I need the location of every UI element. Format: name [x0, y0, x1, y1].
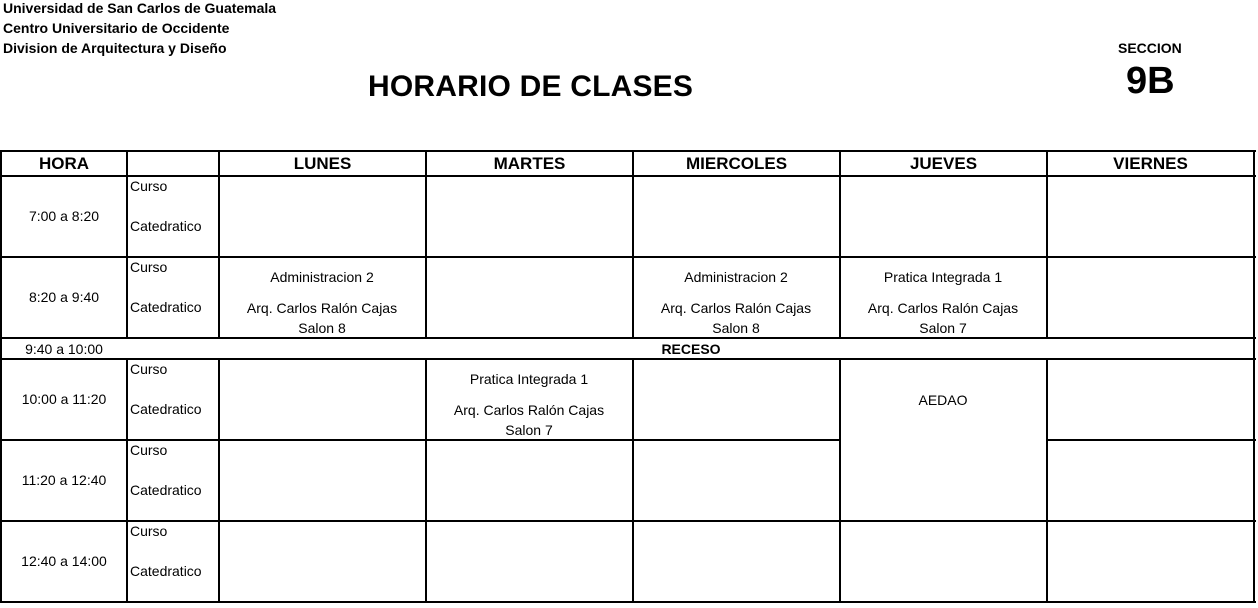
grid-line: [0, 520, 1256, 522]
room-name: Salon 7: [505, 422, 553, 438]
row-label-professor: Catedratico: [130, 401, 202, 417]
professor-name: Arq. Carlos Ralón Cajas: [660, 300, 812, 316]
time-slot: 8:20 a 9:40: [28, 289, 100, 305]
course-name: Administracion 2: [684, 269, 788, 285]
grid-line: [632, 358, 634, 603]
professor-name: Arq. Carlos Ralón Cajas: [246, 300, 398, 316]
page-title: HORARIO DE CLASES: [368, 70, 694, 103]
section-value: 9B: [1126, 60, 1175, 102]
row-label-professor: Catedratico: [130, 299, 202, 315]
break-label: RECESO: [661, 341, 721, 357]
professor-name: Arq. Carlos Ralón Cajas: [453, 402, 605, 418]
grid-line: [0, 601, 1256, 603]
row-label-course: Curso: [130, 442, 168, 458]
course-name: Pratica Integrada 1: [883, 269, 1003, 285]
row-label-professor: Catedratico: [130, 218, 202, 234]
grid-line: [218, 150, 220, 338]
course-name: AEDAO: [918, 392, 968, 408]
row-label-course: Curso: [130, 178, 168, 194]
room-name: Salon 8: [298, 320, 346, 336]
section-label: SECCION: [1118, 40, 1182, 56]
time-slot: 7:00 a 8:20: [28, 208, 100, 224]
grid-line: [0, 358, 1256, 360]
grid-line: [1046, 150, 1048, 338]
column-header-hora: HORA: [38, 154, 90, 173]
column-header-blank: [128, 152, 218, 176]
column-header-miercoles: MIERCOLES: [685, 154, 788, 173]
row-label-course: Curso: [130, 523, 168, 539]
room-name: Salon 8: [712, 320, 760, 336]
grid-line: [425, 150, 427, 338]
grid-line: [218, 358, 220, 603]
grid-line: [126, 150, 128, 338]
grid-line: [0, 256, 1256, 258]
time-slot: 11:20 a 12:40: [21, 472, 107, 488]
course-name: Pratica Integrada 1: [469, 371, 589, 387]
grid-line: [126, 358, 128, 603]
grid-line: [632, 150, 634, 338]
grid-line: [1046, 439, 1256, 441]
time-slot: 12:40 a 14:00: [21, 553, 107, 569]
time-slot: 10:00 a 11:20: [21, 391, 107, 407]
row-label-professor: Catedratico: [130, 482, 202, 498]
grid-line: [425, 358, 427, 603]
grid-line: [0, 337, 1256, 339]
room-name: Salon 7: [919, 320, 967, 336]
institution-line-3: Division de Arquitectura y Diseño: [3, 40, 227, 56]
grid-line: [0, 150, 2, 603]
course-name: Administracion 2: [270, 269, 374, 285]
grid-line: [1046, 358, 1048, 603]
grid-line: [839, 358, 841, 603]
grid-line: [839, 150, 841, 338]
column-header-viernes: VIERNES: [1113, 154, 1188, 173]
professor-name: Arq. Carlos Ralón Cajas: [867, 300, 1019, 316]
column-header-jueves: JUEVES: [909, 154, 978, 173]
row-label-course: Curso: [130, 259, 168, 275]
grid-line: [1253, 150, 1255, 603]
institution-line-2: Centro Universitario de Occidente: [3, 20, 230, 36]
institution-line-1: Universidad de San Carlos de Guatemala: [3, 0, 277, 16]
column-header-lunes: LUNES: [293, 154, 352, 173]
time-slot: 9:40 a 10:00: [25, 341, 103, 357]
row-label-course: Curso: [130, 361, 168, 377]
row-label-professor: Catedratico: [130, 563, 202, 579]
column-header-martes: MARTES: [493, 154, 566, 173]
